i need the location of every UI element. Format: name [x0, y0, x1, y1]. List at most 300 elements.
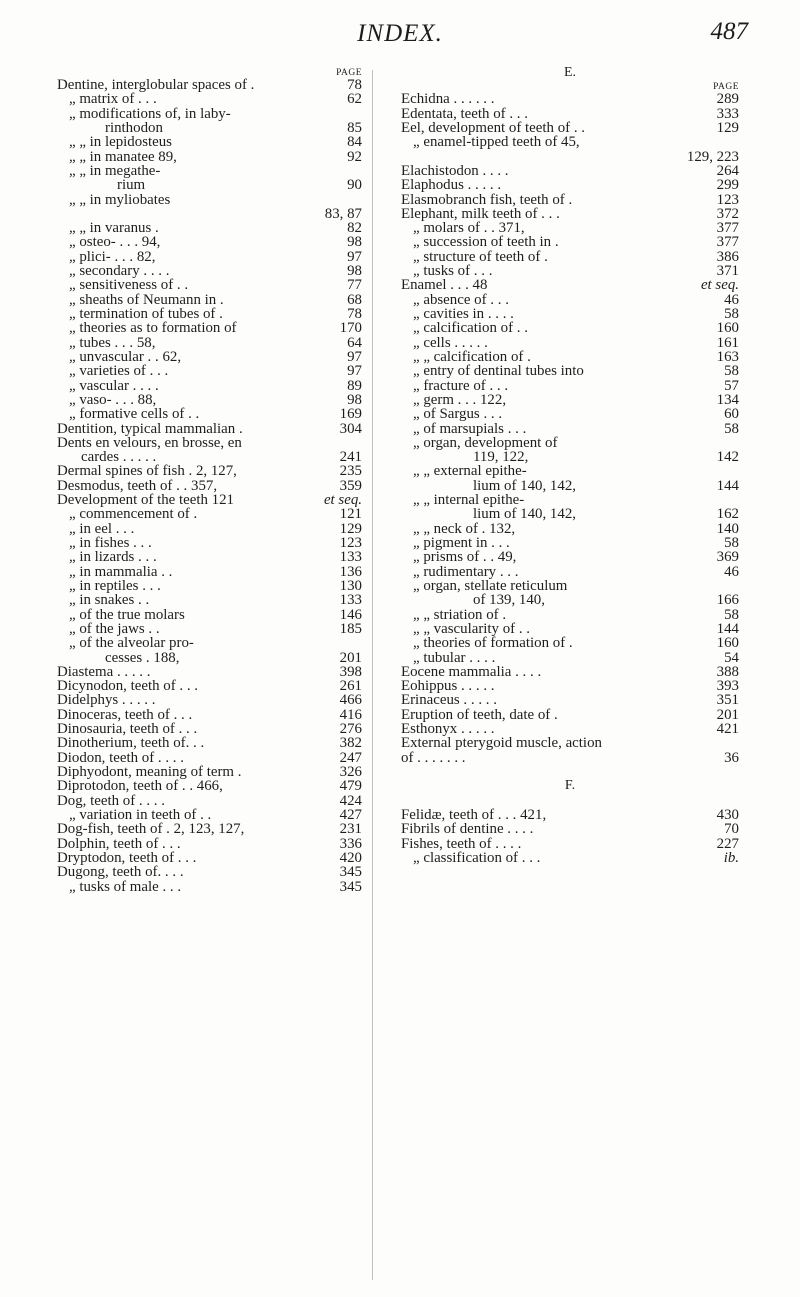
entry-pages: 142	[716, 449, 739, 466]
entry-pages: 398	[339, 663, 362, 680]
index-entry	[57, 307, 362, 321]
entry-label: „ of Sargus . . .	[413, 406, 503, 423]
index-entry	[57, 422, 362, 436]
entry-pages: 289	[716, 91, 739, 108]
entry-label: of . . . . . . .	[401, 749, 466, 766]
entry-pages: 68	[347, 291, 362, 308]
section-letter-text: F.	[564, 778, 576, 794]
entry-label: Erinaceus . . . . .	[401, 692, 497, 709]
entry-label: „ pigment in . . .	[413, 535, 510, 551]
index-entry	[401, 321, 739, 335]
entry-pages: 247	[339, 749, 362, 766]
entry-pages: 466	[339, 692, 362, 709]
index-entry	[401, 565, 739, 579]
entry-pages: 351	[716, 692, 739, 709]
entry-label: Dinosauria, teeth of . . .	[57, 721, 198, 738]
section-letter-text: E.	[563, 65, 577, 80]
entry-label: „ structure of teeth of .	[413, 248, 548, 265]
entry-pages: 231	[339, 821, 362, 838]
entry-pages: 62	[347, 91, 362, 108]
entry-pages: 372	[716, 205, 739, 222]
index-entry	[57, 880, 362, 894]
entry-pages: 161	[716, 334, 739, 351]
entry-pages: 359	[339, 477, 362, 494]
entry-pages: 299	[716, 177, 739, 194]
index-entry	[57, 379, 362, 393]
entry-pages: 336	[339, 835, 362, 852]
index-entry	[57, 264, 362, 278]
entry-label: „ sheaths of Neumann in .	[69, 291, 224, 308]
entry-label: Desmodus, teeth of . . 357,	[57, 477, 218, 494]
entry-pages: 129	[716, 119, 739, 136]
entry-label: „ in reptiles . . .	[69, 577, 161, 594]
right-index-column	[401, 66, 739, 865]
entry-pages: 84	[347, 134, 362, 151]
entry-label: „ sensitiveness of . .	[69, 277, 189, 294]
entry-pages: 160	[716, 635, 739, 652]
entry-pages: 98	[347, 263, 362, 280]
index-entry	[401, 507, 739, 521]
entry-label: External pterygoid muscle, action	[401, 735, 602, 752]
entry-pages: 57	[724, 377, 739, 394]
entry-pages: 121	[339, 506, 362, 523]
entry-label: „ absence of . . .	[413, 291, 509, 308]
entry-label: Eruption of teeth, date of .	[401, 706, 558, 723]
entry-pages: 123	[716, 191, 739, 208]
index-entry	[57, 135, 362, 149]
entry-label: „ molars of . . 371,	[413, 220, 525, 237]
entry-label: Felidæ, teeth of . . . 421,	[401, 806, 547, 823]
entry-label: „ tubes . . . 58,	[69, 334, 156, 351]
entry-pages: 78	[347, 306, 362, 322]
index-entry	[57, 536, 362, 550]
entry-pages: 58	[724, 306, 739, 322]
entry-pages: 70	[724, 821, 739, 838]
entry-label: Edentata, teeth of . . .	[401, 105, 528, 122]
index-entry	[57, 665, 362, 679]
index-entry	[401, 135, 739, 149]
index-entry	[57, 393, 362, 407]
index-entry	[401, 450, 739, 464]
entry-pages: 98	[347, 234, 362, 251]
index-entry	[401, 278, 739, 292]
entry-pages: 430	[716, 806, 739, 823]
entry-pages: 133	[339, 549, 362, 566]
index-entry	[57, 350, 362, 364]
entry-pages: 170	[339, 320, 362, 337]
entry-pages: 140	[716, 520, 739, 537]
section-letter	[401, 779, 739, 793]
left-index-column	[57, 66, 362, 894]
index-entry	[401, 407, 739, 421]
entry-pages: 98	[347, 391, 362, 408]
entry-pages: 36	[724, 749, 739, 766]
entry-label: Dentition, typical mammalian .	[57, 420, 243, 437]
index-entry	[57, 622, 362, 636]
index-entry	[57, 651, 362, 665]
entry-label: Elachistodon . . . .	[401, 162, 509, 179]
entry-label: „ vascular . . . .	[69, 377, 159, 394]
index-entry	[57, 636, 362, 650]
index-entry	[57, 507, 362, 521]
index-entry	[57, 107, 362, 121]
index-entry	[401, 593, 739, 607]
entry-label: „ plici- . . . 82,	[69, 248, 156, 265]
entry-pages: 58	[724, 606, 739, 623]
index-entry	[57, 765, 362, 779]
right-entries	[401, 66, 739, 865]
entry-pages: 345	[339, 864, 362, 881]
entry-pages: 163	[716, 348, 739, 365]
index-entry	[57, 92, 362, 106]
entry-label: „ „ vascularity of . .	[413, 620, 531, 637]
entry-label: „ tusks of . . .	[413, 263, 493, 280]
entry-label: „ tubular . . . .	[413, 649, 496, 666]
entry-label: cesses . 188,	[105, 649, 180, 666]
index-entry	[57, 522, 362, 536]
index-entry	[401, 207, 739, 221]
entry-label: Fishes, teeth of . . . .	[401, 835, 522, 852]
page-title: INDEX.	[357, 20, 443, 47]
index-entry	[401, 822, 739, 836]
entry-label: „ „ calcification of .	[413, 348, 531, 365]
entry-pages: 92	[347, 148, 362, 165]
index-entry	[401, 336, 739, 350]
entry-label: „ rudimentary . . .	[413, 563, 519, 580]
entry-pages: 129, 223	[686, 148, 739, 165]
entry-pages: 160	[716, 320, 739, 337]
index-entry	[57, 550, 362, 564]
entry-pages: 144	[716, 620, 739, 637]
entry-label: „ in fishes . . .	[69, 535, 152, 551]
index-entry	[57, 293, 362, 307]
index-entry	[57, 336, 362, 350]
entry-pages: 46	[724, 291, 739, 308]
index-entry	[57, 178, 362, 192]
entry-label: Eocene mammalia . . . .	[401, 663, 542, 680]
entry-pages: 427	[339, 806, 362, 823]
entry-label: Dryptodon, teeth of . . .	[57, 849, 197, 866]
column-divider	[372, 70, 373, 1280]
spacer	[401, 765, 739, 779]
index-entry	[401, 622, 739, 636]
entry-label: „ theories of formation of .	[413, 635, 573, 652]
entry-label: Diodon, teeth of . . . .	[57, 749, 184, 766]
entry-pages: 82	[347, 220, 362, 237]
entry-pages: 58	[724, 420, 739, 437]
entry-label: Diprotodon, teeth of . . 466,	[57, 778, 223, 795]
entry-pages: 261	[339, 678, 362, 695]
left-entries	[57, 78, 362, 894]
entry-label: „ „ in megathe-	[69, 162, 161, 179]
index-entry	[57, 565, 362, 579]
entry-pages: 416	[339, 706, 362, 723]
index-entry	[57, 407, 362, 421]
spacer	[401, 794, 739, 808]
entry-label: „ of the true molars	[69, 606, 185, 623]
entry-label: Eel, development of teeth of . .	[401, 119, 586, 136]
entry-pages: 393	[716, 678, 739, 695]
index-entry	[401, 364, 739, 378]
index-entry	[57, 579, 362, 593]
entry-label: „ fracture of . . .	[413, 377, 509, 394]
index-entry	[401, 536, 739, 550]
entry-pages: 146	[339, 606, 362, 623]
entry-label: Esthonyx . . . . .	[401, 721, 495, 738]
index-entry	[401, 493, 739, 507]
entry-pages: 58	[724, 535, 739, 551]
entry-pages: 326	[339, 764, 362, 780]
entry-pages: 369	[716, 549, 739, 566]
entry-label: Dolphin, teeth of . . .	[57, 835, 181, 852]
entry-pages: ib.	[723, 849, 739, 866]
entry-pages: 241	[339, 449, 362, 466]
index-entry	[57, 708, 362, 722]
index-entry	[401, 722, 739, 736]
entry-pages: 201	[716, 706, 739, 723]
entry-pages: 129	[339, 520, 362, 537]
entry-label: „ in snakes . .	[69, 592, 150, 609]
entry-pages: 276	[339, 721, 362, 738]
entry-label: „ in eel . . .	[69, 520, 135, 537]
index-entry	[401, 693, 739, 707]
entry-pages: 235	[339, 463, 362, 480]
entry-pages: 333	[716, 105, 739, 122]
index-entry	[401, 92, 739, 106]
index-entry	[401, 479, 739, 493]
entry-label: lium of 140, 142,	[473, 477, 576, 494]
entry-label: „ germ . . . 122,	[413, 391, 507, 408]
index-entry	[57, 794, 362, 808]
index-entry	[401, 178, 739, 192]
entry-pages: 97	[347, 348, 362, 365]
index-entry	[57, 693, 362, 707]
entry-pages: 201	[339, 649, 362, 666]
index-entry	[401, 250, 739, 264]
index-entry	[57, 450, 362, 464]
entry-pages: 130	[339, 577, 362, 594]
index-entry	[57, 779, 362, 793]
index-entry	[57, 722, 362, 736]
index-entry	[401, 608, 739, 622]
entry-label: „ secondary . . . .	[69, 263, 170, 280]
entry-label: „ calcification of . .	[413, 320, 528, 337]
index-entry	[401, 636, 739, 650]
entry-pages: 162	[716, 506, 739, 523]
index-entry	[57, 464, 362, 478]
entry-label: Dinoceras, teeth of . . .	[57, 706, 193, 723]
entry-pages: 54	[724, 649, 739, 666]
index-entry	[57, 837, 362, 851]
entry-label: Elasmobranch fish, teeth of .	[401, 191, 573, 208]
entry-label: „ „ in varanus .	[69, 220, 159, 237]
index-entry	[401, 651, 739, 665]
index-entry	[57, 851, 362, 865]
entry-pages: 382	[339, 735, 362, 752]
entry-label: „ vaso- . . . 88,	[69, 391, 157, 408]
index-entry	[401, 221, 739, 235]
entry-label: „ in lizards . . .	[69, 549, 157, 566]
entry-label: „ varieties of . . .	[69, 363, 169, 380]
entry-label: Eohippus . . . . .	[401, 678, 495, 695]
entry-pages: 77	[347, 277, 362, 294]
index-entry	[57, 593, 362, 607]
index-entry	[57, 736, 362, 750]
index-entry	[57, 207, 362, 221]
entry-label: „ organ, development of	[413, 434, 558, 451]
entry-label: lium of 140, 142,	[473, 506, 576, 523]
index-entry	[57, 78, 362, 92]
index-entry	[401, 264, 739, 278]
index-entry	[57, 164, 362, 178]
index-entry	[401, 235, 739, 249]
index-entry	[57, 121, 362, 135]
entry-label: Elaphodus . . . . .	[401, 177, 502, 194]
entry-pages: 136	[339, 563, 362, 580]
entry-pages: 377	[716, 220, 739, 237]
entry-pages: 377	[716, 234, 739, 251]
entry-label: „ tusks of male . . .	[69, 878, 182, 895]
section-letter	[401, 66, 739, 80]
entry-label: Dog, teeth of . . . .	[57, 792, 165, 809]
page-caption: PAGE	[713, 82, 739, 93]
index-entry	[401, 736, 739, 750]
index-entry	[401, 393, 739, 407]
entry-pages: 60	[724, 406, 739, 423]
index-entry	[57, 608, 362, 622]
index-entry	[401, 193, 739, 207]
entry-label: „ „ in manatee 89,	[69, 148, 177, 165]
entry-label: „ classification of . . .	[413, 849, 541, 866]
index-entry	[401, 579, 739, 593]
entry-label: „ enamel-tipped teeth of 45,	[413, 134, 580, 151]
entry-label: Dog-fish, teeth of . 2, 123, 127,	[57, 821, 245, 838]
entry-label: „ in mammalia . .	[69, 563, 173, 580]
entry-pages: 479	[339, 778, 362, 795]
index-entry	[401, 837, 739, 851]
entry-label: 119, 122,	[473, 449, 529, 466]
entry-pages: 123	[339, 535, 362, 551]
entry-label: „ variation in teeth of . .	[69, 806, 212, 823]
index-entry	[57, 479, 362, 493]
entry-label: Echidna . . . . . .	[401, 91, 495, 108]
entry-label: „ „ striation of .	[413, 606, 507, 623]
entry-pages: 90	[347, 177, 362, 194]
entry-label: „ of the alveolar pro-	[69, 635, 194, 652]
entry-label: Elephant, milk teeth of . . .	[401, 205, 560, 222]
entry-pages: 371	[716, 263, 739, 280]
entry-pages: 264	[716, 162, 739, 179]
index-entry	[57, 493, 362, 507]
entry-label: Diphyodont, meaning of term .	[57, 764, 242, 780]
entry-label: „ „ external epithe-	[413, 463, 527, 480]
entry-label: cardes . . . . .	[81, 449, 157, 466]
index-entry	[401, 379, 739, 393]
entry-label: Dicynodon, teeth of . . .	[57, 678, 199, 695]
entry-pages: 58	[724, 363, 739, 380]
entry-pages: 388	[716, 663, 739, 680]
index-entry	[401, 550, 739, 564]
entry-pages: 144	[716, 477, 739, 494]
entry-pages: 424	[339, 792, 362, 809]
entry-label: „ „ in lepidosteus	[69, 134, 172, 151]
page-number: 487	[710, 18, 748, 45]
entry-label: „ entry of dentinal tubes into	[413, 363, 584, 380]
index-entry	[57, 808, 362, 822]
index-entry	[401, 679, 739, 693]
entry-pages: 46	[724, 563, 739, 580]
entry-label: Development of the teeth 121	[57, 492, 234, 509]
entry-pages: 420	[339, 849, 362, 866]
entry-pages: 64	[347, 334, 362, 351]
entry-label: „ „ neck of . 132,	[413, 520, 516, 537]
entry-label: „ succession of teeth in .	[413, 234, 559, 251]
index-entry	[401, 851, 739, 865]
entry-pages: 304	[339, 420, 362, 437]
entry-pages: 345	[339, 878, 362, 895]
entry-pages: 89	[347, 377, 362, 394]
index-entry	[57, 436, 362, 450]
index-entry	[401, 436, 739, 450]
entry-label: „ cavities in . . . .	[413, 306, 514, 322]
index-entry	[401, 307, 739, 321]
index-entry	[57, 235, 362, 249]
index-entry	[401, 708, 739, 722]
entry-label: „ of the jaws . .	[69, 620, 160, 637]
entry-label: „ modifications of, in laby-	[69, 105, 231, 122]
entry-pages: 421	[716, 721, 739, 738]
index-entry	[401, 164, 739, 178]
index-entry	[401, 522, 739, 536]
entry-label: „ unvascular . . 62,	[69, 348, 182, 365]
entry-pages: et seq.	[323, 492, 362, 509]
entry-label: „ osteo- . . . 94,	[69, 234, 161, 251]
entry-pages: 185	[339, 620, 362, 637]
entry-label: „ organ, stellate reticulum	[413, 577, 568, 594]
entry-label: „ of marsupials . . .	[413, 420, 527, 437]
entry-label: „ cells . . . . .	[413, 334, 488, 351]
entry-pages: 386	[716, 248, 739, 265]
index-entry	[57, 321, 362, 335]
index-entry	[57, 679, 362, 693]
index-entry	[57, 822, 362, 836]
index-entry	[57, 278, 362, 292]
index-entry	[57, 364, 362, 378]
entry-pages: 133	[339, 592, 362, 609]
entry-label: Dentine, interglobular spaces of .	[57, 77, 255, 93]
entry-pages: 85	[347, 119, 362, 136]
index-entry	[401, 808, 739, 822]
entry-label: Enamel . . . 48	[401, 277, 488, 294]
entry-pages: 78	[347, 77, 362, 93]
entry-label: rium	[117, 177, 146, 194]
index-entry	[401, 121, 739, 135]
entry-label: „ theories as to formation of	[69, 320, 237, 337]
index-entry	[401, 422, 739, 436]
entry-label: Dermal spines of fish . 2, 127,	[57, 463, 237, 480]
entry-pages: 97	[347, 363, 362, 380]
entry-pages: 134	[716, 391, 739, 408]
entry-label: Diastema . . . . .	[57, 663, 151, 680]
entry-label: „ prisms of . . 49,	[413, 549, 517, 566]
index-entry	[57, 865, 362, 879]
entry-pages: 166	[716, 592, 739, 609]
index-entry	[401, 665, 739, 679]
index-entry	[401, 751, 739, 765]
entry-pages: 169	[339, 406, 362, 423]
entry-label: „ „ in myliobates	[69, 191, 171, 208]
entry-pages: 227	[716, 835, 739, 852]
